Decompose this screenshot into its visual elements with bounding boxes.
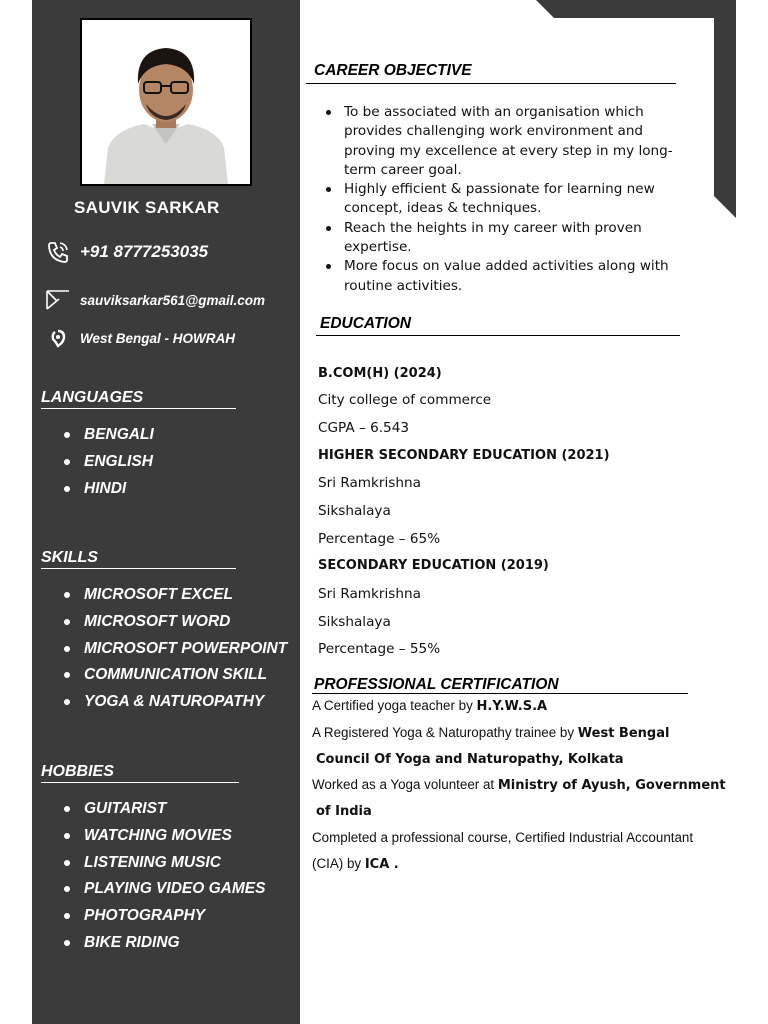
list-item: BENGALI [60,424,154,451]
contact-phone [44,240,208,264]
certification-line [312,698,547,714]
location-text: West Bengal - HOWRAH [80,330,236,346]
languages-heading: LANGUAGES [41,389,236,409]
certification-bold: of India [316,804,372,819]
list-item: WATCHING MOVIES [60,825,265,852]
certification-bold: Ministry of Ayush, Government [497,778,726,793]
certification-bold: H.Y.W.S.A [476,699,548,714]
certification-line [316,803,372,819]
certification-text: Worked as a Yoga volunteer at [312,777,498,792]
divider [306,83,676,84]
list-item: HINDI [60,478,154,505]
certification-text: A Registered Yoga & Naturopathy trainee by [312,725,578,740]
certification-text: (CIA) by [312,856,365,871]
hobbies-heading: HOBBIES [41,763,239,783]
certification-bold: ICA . [364,857,399,872]
certification-line [312,830,693,845]
education-text: Percentage – 55% [318,641,441,657]
email-text: sauviksarkar561@gmail.com [80,292,266,308]
list-item: MICROSOFT WORD [60,611,287,638]
divider [312,693,688,694]
list-item: Reach the heights in my career with proven expertise. [326,219,686,258]
list-item: ENGLISH [60,451,154,478]
location-icon [44,326,72,350]
candidate-name: SAUVIK SARKAR [74,198,220,217]
education-heading: EDUCATION [320,315,411,332]
list-item: LISTENING MUSIC [60,852,265,879]
hobbies-list [60,798,265,959]
degree-title: HIGHER SECONDARY EDUCATION (2021) [318,448,610,463]
certification-bold: West Bengal [577,726,670,741]
email-icon [44,288,72,312]
list-item: MICROSOFT POWERPOINT [60,638,287,665]
certification-bold: Council Of Yoga and Naturopathy, Kolkata [316,752,624,767]
degree-title: SECONDARY EDUCATION (2019) [318,558,549,573]
education-text: Sikshalaya [318,614,391,630]
education-text: CGPA – 6.543 [318,420,410,436]
contact-email [44,288,265,312]
certification-heading: PROFESSIONAL CERTIFICATION [314,676,559,693]
phone-text: +91 8777253035 [80,242,209,261]
list-item: PHOTOGRAPHY [60,905,265,932]
list-item: MICROSOFT EXCEL [60,584,287,611]
education-text: Sri Ramkrishna [318,475,421,491]
contact-location [44,326,235,350]
education-text: Percentage – 65% [318,531,441,547]
degree-title: B.COM(H) (2024) [318,366,442,381]
career-objective-list [326,103,686,296]
languages-list [60,424,154,504]
certification-line [316,751,624,767]
certification-line [312,725,669,741]
skills-heading: SKILLS [41,549,236,569]
list-item: PLAYING VIDEO GAMES [60,878,265,905]
phone-icon [44,240,72,264]
list-item: BIKE RIDING [60,932,265,959]
list-item: More focus on value added activities along with routine activities. [326,257,686,296]
education-text: Sri Ramkrishna [318,586,421,602]
certification-text: Completed a professional course, Certified Industrial Accountant [312,830,694,845]
sidebar [32,0,300,1024]
education-text: Sikshalaya [318,503,391,519]
list-item: To be associated with an organisation which provides challenging work environment and proving my excellence at every step in my long-term career goal. [326,103,686,180]
certification-text: A Certified yoga teacher by [312,698,477,713]
divider [316,335,680,336]
skills-list [60,584,287,718]
education-text: City college of commerce [318,392,492,408]
list-item: GUITARIST [60,798,265,825]
list-item: Highly efficient & passionate for learning new concept, ideas & techniques. [326,180,686,219]
list-item: COMMUNICATION SKILL [60,664,287,691]
profile-photo [80,18,252,186]
certification-line [312,856,399,872]
list-item: YOGA & NATUROPATHY [60,691,287,718]
career-objective-heading: CAREER OBJECTIVE [314,62,472,79]
certification-line [312,777,726,793]
